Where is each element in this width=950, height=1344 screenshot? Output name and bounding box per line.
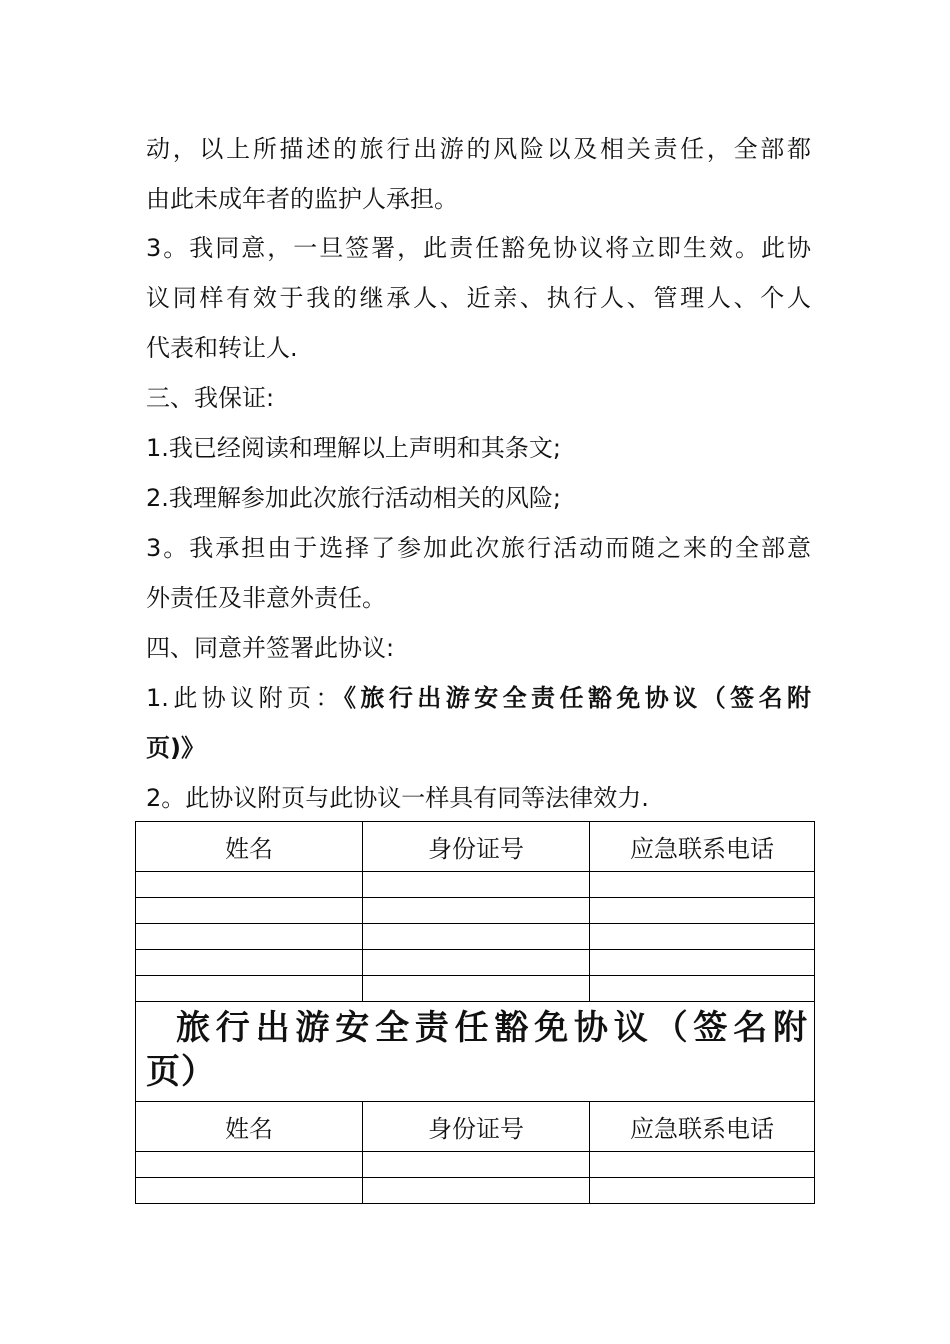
- paragraph-line: 3。我同意，一旦签署，此责任豁免协议将立即生效。此协: [146, 234, 811, 262]
- annex-prefix: 1.此协议附页：: [146, 684, 344, 712]
- table-row: [136, 1152, 815, 1178]
- table-header-row: [136, 1102, 815, 1152]
- paragraph-line: 3。我承担由于选择了参加此次旅行活动而随之来的全部意: [146, 534, 811, 562]
- table-row: [136, 976, 815, 1002]
- header-name: 姓名: [136, 1102, 363, 1152]
- table-cell[interactable]: [136, 898, 363, 924]
- table-header-row: [136, 822, 815, 872]
- paragraph-line: 动，以上所描述的旅行出游的风险以及相关责任，全部都: [146, 135, 811, 163]
- annex-title: 《旅行出游安全责任豁免协议（签名附: [343, 684, 812, 712]
- paragraph-line: 议同样有效于我的继承人、近亲、执行人、管理人、个人: [146, 284, 811, 312]
- table-row: [136, 872, 815, 898]
- table-title: [136, 1002, 814, 1094]
- table-row: [136, 924, 815, 950]
- table-cell[interactable]: [363, 872, 590, 898]
- section-heading: 四、同意并签署此协议:: [146, 634, 395, 662]
- paragraph-line: 代表和转让人.: [146, 334, 298, 362]
- table-cell[interactable]: [590, 872, 815, 898]
- signature-table: [135, 821, 815, 1204]
- table-title-line1: 旅行出游安全责任豁免协议（签名附: [176, 1008, 808, 1048]
- table-title-row: [136, 1002, 815, 1102]
- table-cell[interactable]: [363, 898, 590, 924]
- table-cell[interactable]: [136, 976, 363, 1002]
- annex-title-cont: 页)》: [146, 734, 205, 762]
- annex-line: [146, 680, 811, 716]
- table-cell[interactable]: [363, 950, 590, 976]
- table-cell[interactable]: [363, 924, 590, 950]
- paragraph-line: 1.我已经阅读和理解以上声明和其条文;: [146, 434, 561, 462]
- header-emergency-phone: 应急联系电话: [590, 1102, 815, 1152]
- table-cell[interactable]: [363, 1178, 590, 1204]
- header-emergency-phone: 应急联系电话: [590, 822, 815, 872]
- table-cell[interactable]: [590, 1178, 815, 1204]
- header-id-number: 身份证号: [363, 822, 590, 872]
- table-cell[interactable]: [363, 976, 590, 1002]
- annex-note: 2。此协议附页与此协议一样具有同等法律效力.: [146, 784, 649, 812]
- table-cell[interactable]: [136, 924, 363, 950]
- paragraph-line: 外责任及非意外责任。: [146, 584, 386, 612]
- table-cell[interactable]: [590, 898, 815, 924]
- paragraph-line: 由此未成年者的监护人承担。: [146, 185, 458, 213]
- table-row: [136, 1178, 815, 1204]
- table-row: [136, 898, 815, 924]
- table-row: [136, 950, 815, 976]
- table-cell[interactable]: [590, 976, 815, 1002]
- table-cell[interactable]: [590, 924, 815, 950]
- header-id-number: 身份证号: [363, 1102, 590, 1152]
- table-cell[interactable]: [136, 872, 363, 898]
- section-heading: 三、我保证:: [146, 384, 275, 412]
- paragraph-line: 2.我理解参加此次旅行活动相关的风险;: [146, 484, 561, 512]
- table-title-cell: [136, 1002, 815, 1102]
- table-cell[interactable]: [590, 1152, 815, 1178]
- header-name: 姓名: [136, 822, 363, 872]
- table-cell[interactable]: [136, 950, 363, 976]
- table-cell[interactable]: [590, 950, 815, 976]
- table-title-line2: 页）: [146, 1052, 216, 1092]
- table-cell[interactable]: [363, 1152, 590, 1178]
- table-cell[interactable]: [136, 1178, 363, 1204]
- table-cell[interactable]: [136, 1152, 363, 1178]
